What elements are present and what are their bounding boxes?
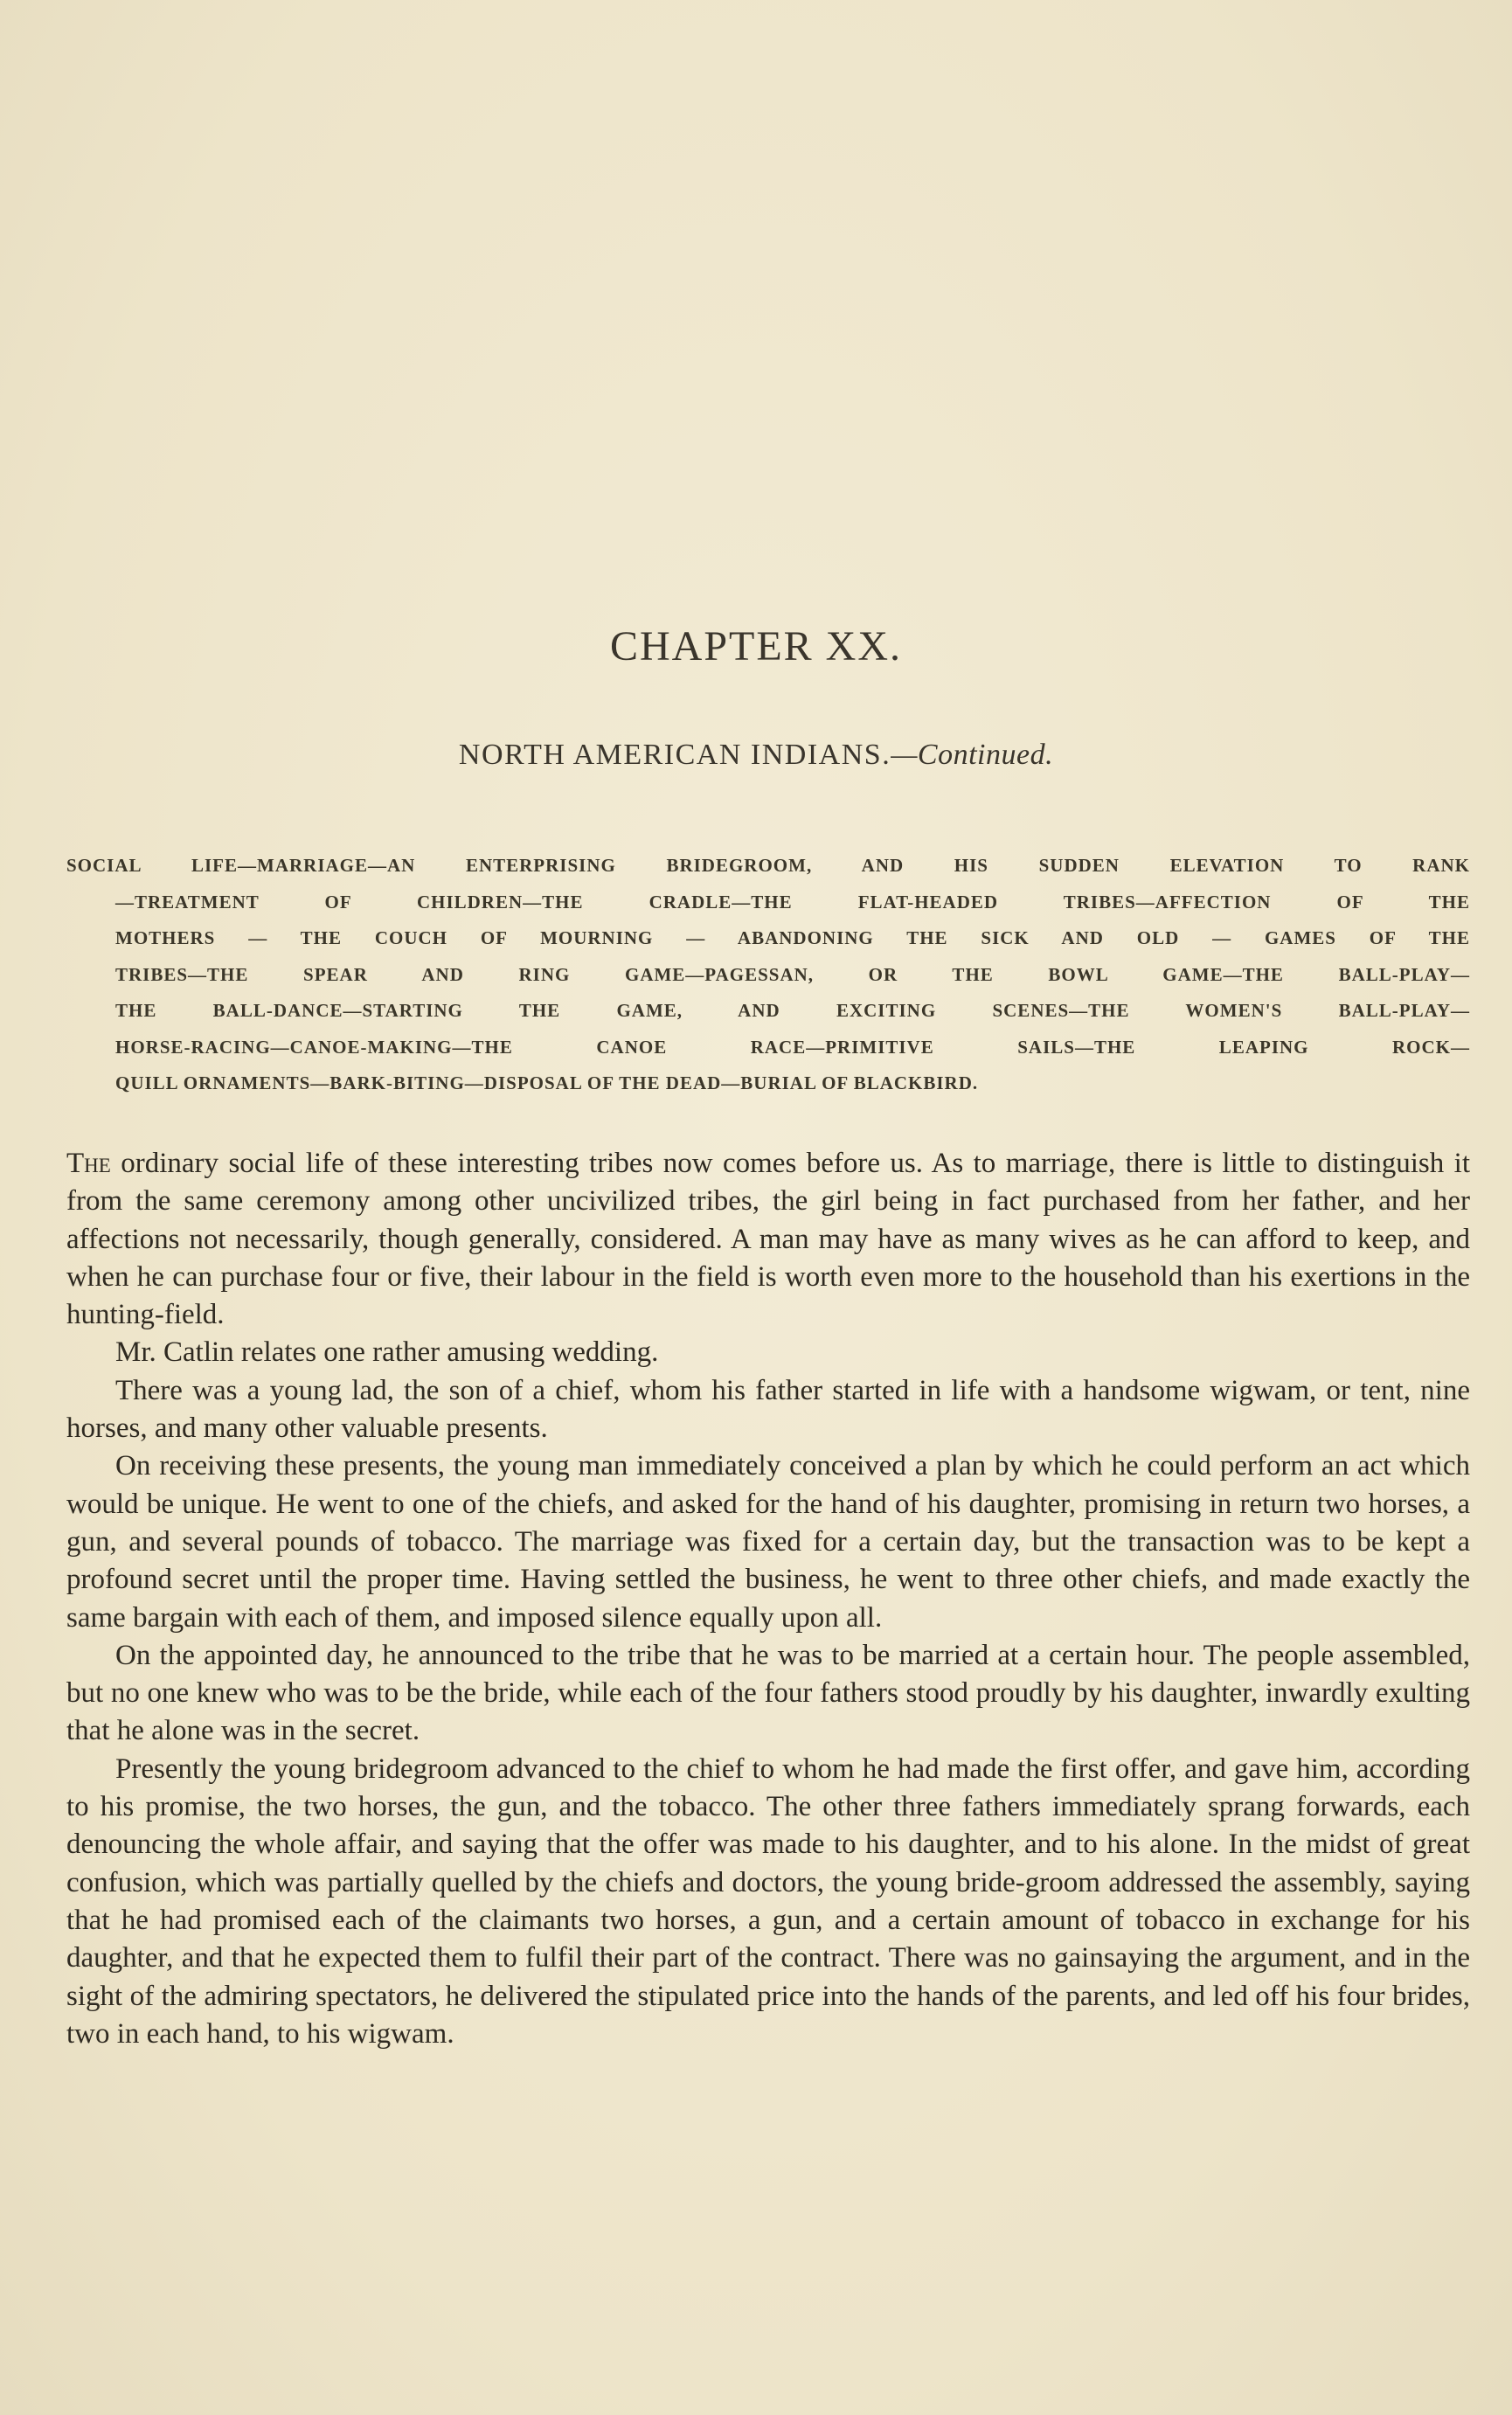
paragraph <box>66 1145 1470 1334</box>
paragraph: On the appointed day, he announced to the tribe that he was to be married at a certain hour. The people assembled, but no one knew who was to be the bride, while each of the four fathers stood proudly by his daughter, inwardly exulting that he alone was in the secret. <box>66 1639 1470 1747</box>
synopsis-line: SOCIAL LIFE—MARRIAGE—AN ENTERPRISING BRIDEGROOM, AND HIS SUDDEN ELEVATION TO RANK <box>66 855 1470 876</box>
subtitle-continued: —Continued. <box>891 739 1054 771</box>
synopsis-line: HORSE-RACING—CANOE-MAKING—THE CANOE RACE—PRIMITIVE SAILS—THE LEAPING ROCK— <box>115 1036 1470 1058</box>
synopsis-line: MOTHERS — THE COUCH OF MOURNING — ABANDONING THE SICK AND OLD — GAMES OF THE <box>115 927 1470 948</box>
chapter-title: CHAPTER XX. <box>609 623 903 670</box>
synopsis-line: TRIBES—THE SPEAR AND RING GAME—PAGESSAN, OR THE BOWL GAME—THE BALL-PLAY— <box>115 963 1470 985</box>
paragraph: There was a young lad, the son of a chief, whom his father started in life with a handsome wigwam, or tent, nine horses, and many other valuable presents. <box>66 1374 1470 1445</box>
paragraph-text: ordinary social life of these interesting tribes now comes before us. As to marriage, there is little to distinguish it from the same ceremony among other uncivilized tribes, the girl being in fact purchased from her father, and her affections not necessarily, though generally, considered. A man may have as many wives as he can afford to keep, and when he can purchase four or five, their labour in the field is worth even more to the household than his exertions in the hunting-field. <box>66 1148 1470 1331</box>
synopsis-line: QUILL ORNAMENTS—BARK-BITING—DISPOSAL OF THE DEAD—BURIAL OF BLACKBIRD. <box>115 1072 979 1093</box>
opening-word: The <box>66 1148 111 1179</box>
synopsis-line: —TREATMENT OF CHILDREN—THE CRADLE—THE FLAT-HEADED TRIBES—AFFECTION OF THE <box>115 891 1470 913</box>
paragraph: Mr. Catlin relates one rather amusing wedding. <box>115 1336 659 1369</box>
paragraph: Presently the young bridegroom advanced to the chief to whom he had made the first offer, and gave him, according to his promise, the two horses, the gun, and the tobacco. The other three fathers immediately sprang forwards, each denouncing the whole affair, and saying that the offer was made to his daughter, and to his alone. In the midst of great confusion, which was partially quelled by the chiefs and doctors, the young bride-groom addressed the assembly, saying that he had promised each of the claimants two horses, a gun, and a certain amount of tobacco in exchange for his daughter, and that he expected them to fulfil their part of the contract. There was no gainsaying the argument, and in the sight of the admiring spectators, he delivered the stipulated price into the hands of the parents, and led off his four brides, two in each hand, to his wigwam. <box>66 1752 1470 2050</box>
body-text <box>66 1145 1470 2053</box>
chapter-synopsis <box>66 848 1470 1102</box>
subtitle-main: NORTH AMERICAN INDIANS. <box>458 739 891 771</box>
paragraph: On receiving these presents, the young man immediately conceived a plan by which he could perform an act which would be unique. He went to one of the chiefs, and asked for the hand of his daughter, promising in return two horses, a gun, and several pounds of tobacco. The marriage was fixed for a certain day, but the transaction was to be kept a profound secret until the proper time. Having settled the business, he went to three other chiefs, and made exactly the same bargain with each of them, and imposed silence equally upon all. <box>66 1450 1470 1634</box>
chapter-subtitle <box>0 739 1512 772</box>
synopsis-line: THE BALL-DANCE—STARTING THE GAME, AND EXCITING SCENES—THE WOMEN'S BALL-PLAY— <box>115 1000 1470 1021</box>
